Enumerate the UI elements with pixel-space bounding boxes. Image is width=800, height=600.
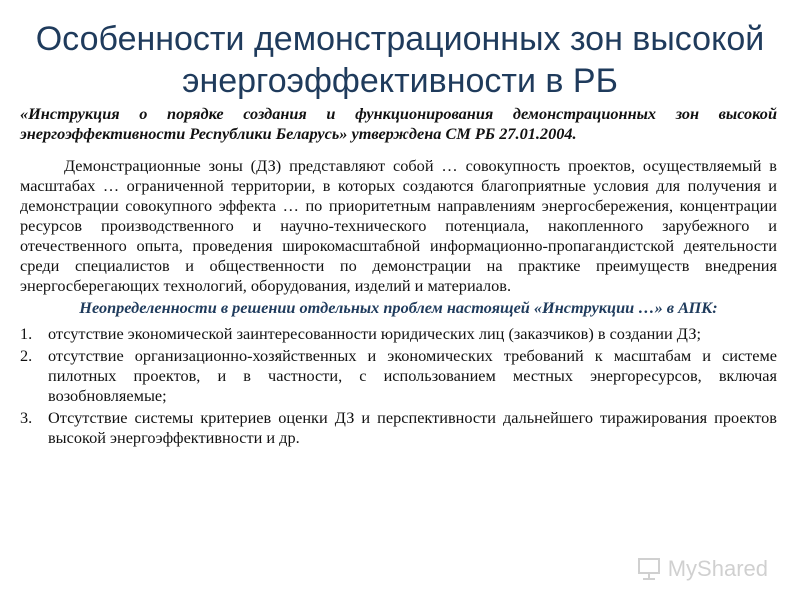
list-item-number: 3. — [20, 408, 33, 427]
title-line-2: энергоэффективности в РБ — [182, 62, 618, 100]
title-line-1: Особенности демонстрационных зон высокой — [35, 20, 765, 58]
watermark-text: MyShared — [667, 556, 768, 581]
slide-title — [20, 18, 780, 102]
presentation-board-icon — [636, 556, 662, 582]
list-item — [20, 408, 777, 448]
problems-list — [20, 324, 777, 448]
list-item-number: 2. — [20, 346, 33, 365]
watermark — [636, 556, 768, 582]
slide-body — [20, 104, 777, 450]
definition-paragraph: Демонстрационные зоны (ДЗ) представляют собой … совокупность проектов, осуществляемый в масштабах … ограниченной территории, в которых создаются благоприятные условия для получения и демонстрации совокупного эффекта … по приоритетным направлениям энергосбережения, концентрации ресурсов производственного и научно-технического потенциала, накопленного зарубежного и отечественного опыта, проведения широкомасштабной информационно-пропагандистской деятельности среди специалистов и общественности по демонстрации на практике преимуществ внедрения энергосберегающих технологий, оборудования, изделий и материалов. — [20, 156, 777, 295]
list-item — [20, 346, 777, 406]
instruction-text: «Инструкция о порядке создания и функционирования демонстрационных зон высокой энергоэффективности Республики Беларусь» утверждена СМ РБ 27.01.2004. — [20, 104, 777, 143]
list-item-text: Отсутствие системы критериев оценки ДЗ и перспективности дальнейшего тиражирования проектов высокой энергоэффективности и др. — [48, 408, 777, 447]
list-item — [20, 324, 777, 344]
list-item-text: отсутствие организационно-хозяйственных и экономических требований к масштабам и системе пилотных проектов, и в частности, с использованием местных энергоресурсов, включая возобновляемые; — [48, 346, 777, 405]
list-item-text: отсутствие экономической заинтересованности юридических лиц (заказчиков) в создании ДЗ; — [48, 324, 701, 343]
list-item-number: 1. — [20, 324, 33, 343]
problems-heading: Неопределенности в решении отдельных проблем настоящей «Инструкции …» в АПК: — [79, 298, 718, 317]
